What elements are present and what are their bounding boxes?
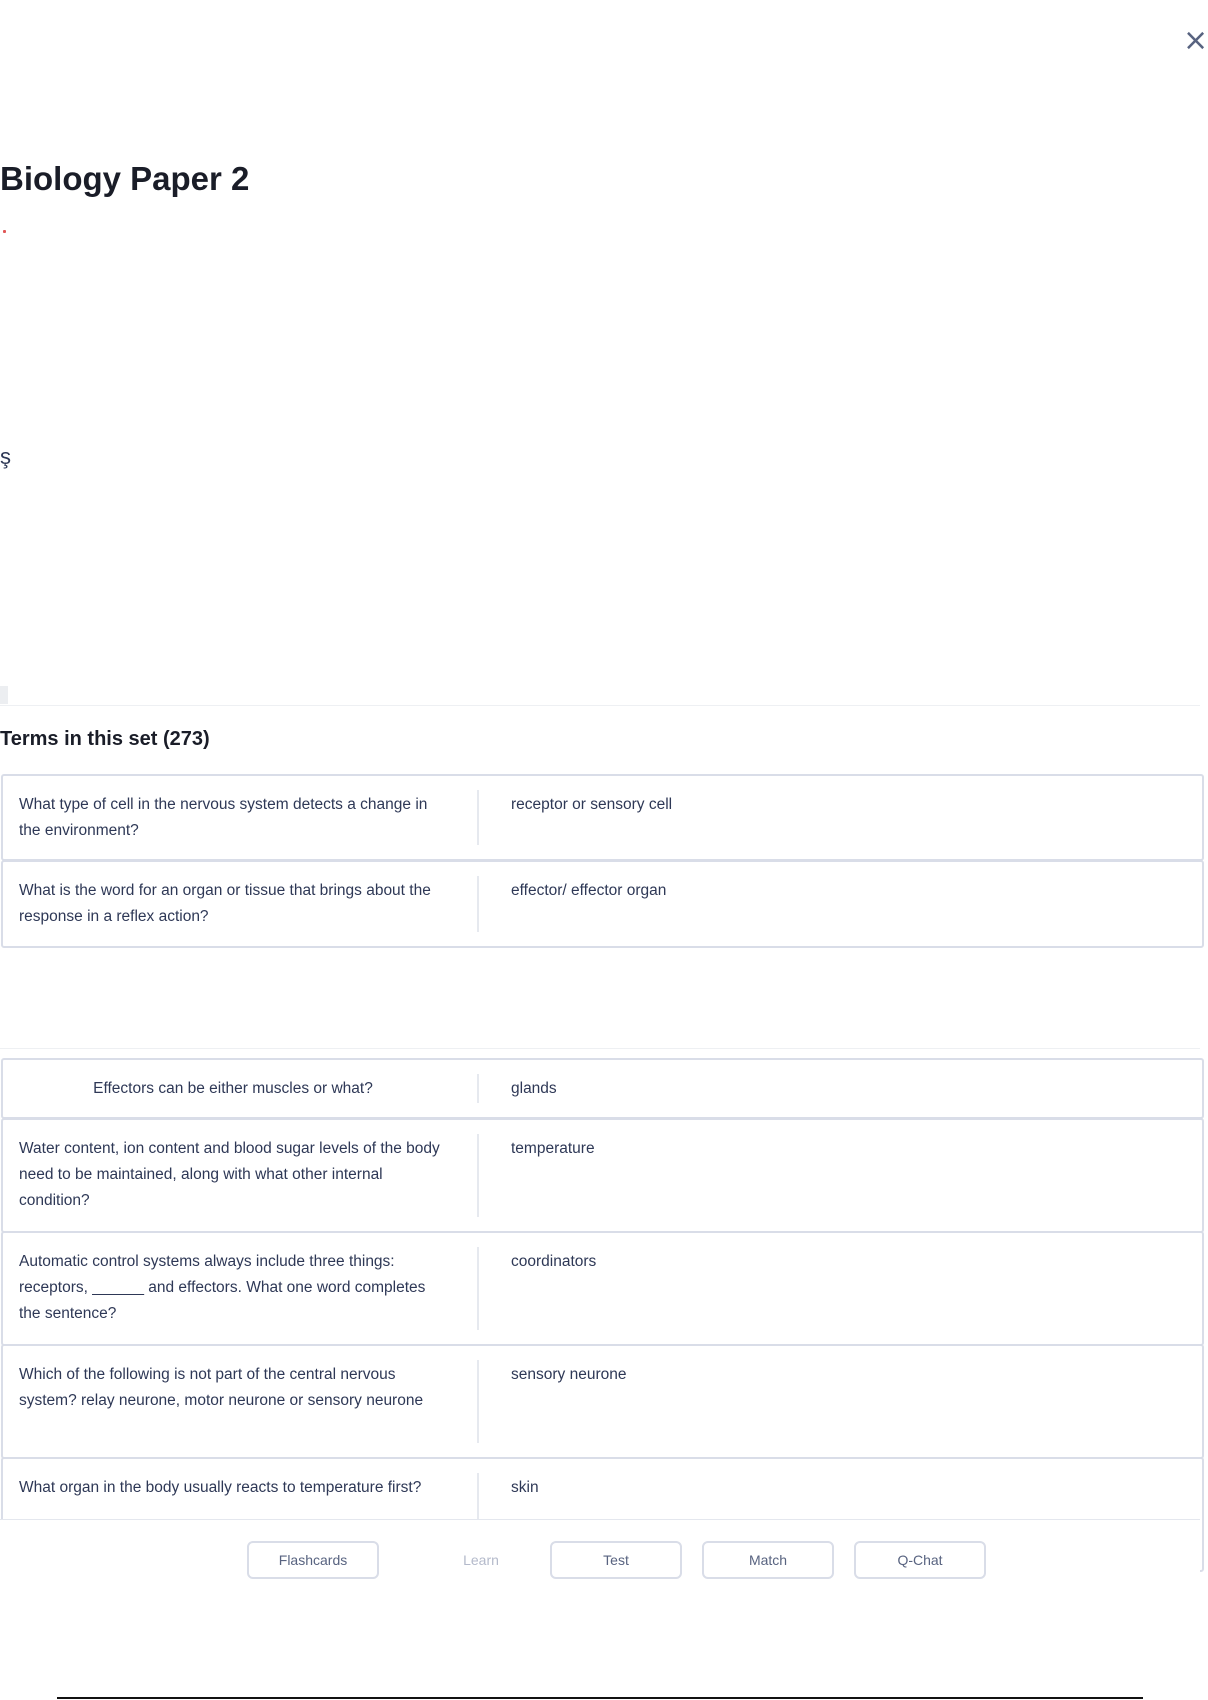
card-divider — [477, 1074, 479, 1103]
match-button[interactable]: Match — [702, 1541, 834, 1579]
term-card[interactable] — [1, 1118, 1204, 1233]
definition-text: coordinators — [511, 1253, 597, 1270]
card-divider — [477, 1247, 479, 1330]
close-icon[interactable]: × — [1183, 23, 1208, 58]
set-title: Biology Paper 2 — [0, 160, 250, 197]
definition-text: glands — [511, 1080, 557, 1097]
term-text: Water content, ion content and blood sugar levels of the body need to be maintained, along with what other internal condition? — [19, 1140, 440, 1209]
card-divider — [477, 1134, 479, 1217]
card-divider — [477, 790, 479, 845]
term-card[interactable] — [1, 1058, 1204, 1119]
study-modes-bar — [0, 1519, 1200, 1700]
study-bar-border — [0, 1519, 1200, 1520]
definition-text: temperature — [511, 1140, 595, 1157]
definition-text: sensory neurone — [511, 1366, 627, 1383]
clipped-edge-chip — [0, 686, 8, 704]
definition-text: effector/ effector organ — [511, 882, 667, 899]
clipped-edge-glyph: ş — [0, 444, 11, 469]
term-text: Effectors can be either muscles or what? — [93, 1080, 373, 1097]
term-text: What type of cell in the nervous system detects a change in the environment? — [19, 796, 428, 839]
term-text: What organ in the body usually reacts to temperature first? — [19, 1479, 422, 1496]
test-button[interactable]: Test — [550, 1541, 682, 1579]
section-divider — [0, 705, 1200, 706]
decorative-mark — [3, 230, 6, 233]
term-text: Which of the following is not part of the central nervous system? relay neurone, motor neurone or sensory neurone — [19, 1366, 424, 1409]
term-text: Automatic control systems always include three things: receptors, ______ and effectors. What one word completes the sentence? — [19, 1253, 426, 1322]
card-divider — [477, 876, 479, 932]
flashcards-button[interactable]: Flashcards — [247, 1541, 379, 1579]
definition-text: skin — [511, 1479, 539, 1496]
term-card[interactable] — [1, 774, 1204, 861]
learn-button[interactable]: Learn — [415, 1541, 547, 1579]
bottom-rule — [57, 1697, 1143, 1699]
definition-text: receptor or sensory cell — [511, 796, 673, 813]
term-card[interactable] — [1, 860, 1204, 948]
terms-heading: Terms in this set (273) — [0, 728, 210, 750]
term-card[interactable] — [1, 1231, 1204, 1346]
term-text: What is the word for an organ or tissue that brings about the response in a reflex action? — [19, 882, 431, 925]
q-chat-button[interactable]: Q-Chat — [854, 1541, 986, 1579]
term-list-viewport — [0, 1400, 1200, 1520]
section-divider — [0, 1048, 1200, 1049]
